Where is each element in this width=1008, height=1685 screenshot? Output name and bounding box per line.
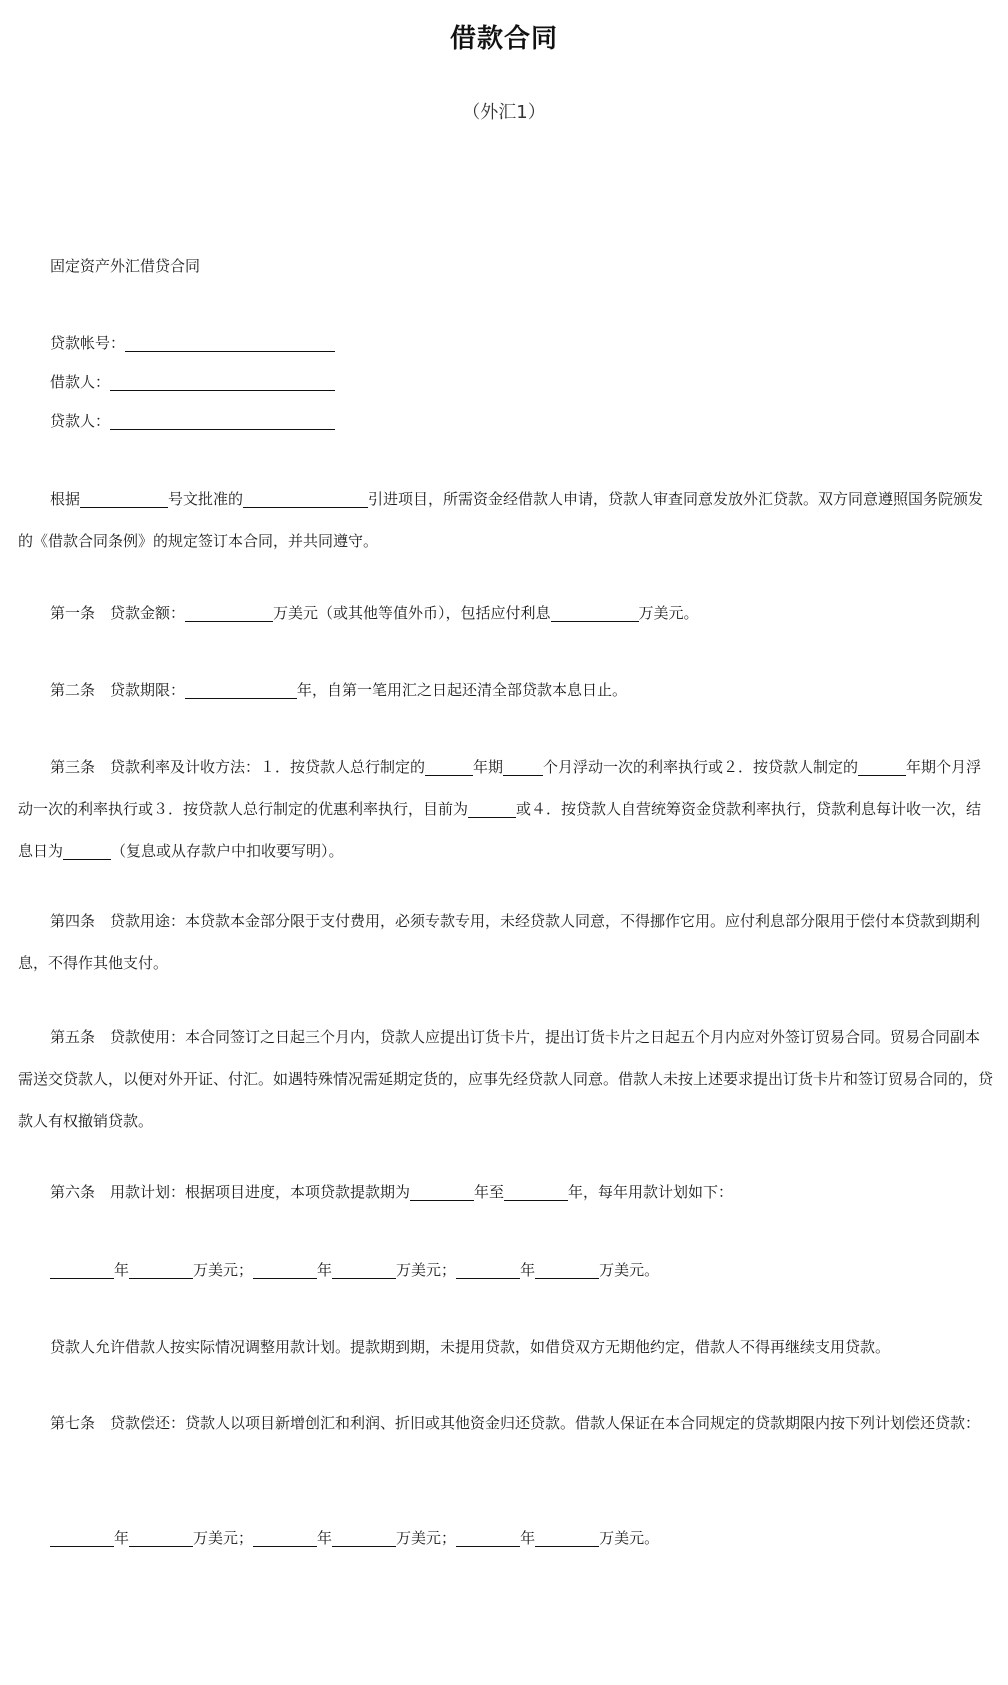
schedule-year-2: 年 <box>317 1261 333 1279</box>
borrower-blank <box>110 372 335 391</box>
repay-amount-blank-2 <box>332 1528 396 1547</box>
document-subtitle: （外汇1） <box>462 102 546 123</box>
account-field <box>18 323 1008 363</box>
schedule-amount-blank-3 <box>535 1260 599 1279</box>
preamble-text-2: 号文批准的 <box>168 490 244 508</box>
schedule-year-blank-1 <box>50 1260 114 1279</box>
article-6-text-c: 年，每年用款计划如下： <box>568 1183 734 1201</box>
contract-heading-text: 固定资产外汇借贷合同 <box>50 257 201 275</box>
repay-amount-1: 万美元； <box>193 1529 254 1547</box>
article-6-text-b: 年至 <box>474 1183 505 1201</box>
article-1-blank-2 <box>551 603 639 622</box>
lender-blank <box>110 411 335 430</box>
lender-field <box>18 401 1008 441</box>
article-4-text: 第四条 贷款用途：本贷款本金部分限于支付费用，必须专款专用，未经贷款人同意，不得挪作它用。应付利息部分限用于偿付本贷款到期利息，不得作其他支付。 <box>18 912 981 972</box>
repay-year-blank-1 <box>50 1528 114 1547</box>
article-3-text-g: 计收一次，结息日为 <box>18 800 982 860</box>
schedule-year-1: 年 <box>114 1261 130 1279</box>
repay-amount-blank-3 <box>535 1528 599 1547</box>
article-4 <box>18 900 993 984</box>
schedule-year-3: 年 <box>520 1261 536 1279</box>
repay-amount-3: 万美元。 <box>599 1529 660 1547</box>
article-3-text-b: 年期 <box>473 758 504 776</box>
account-blank <box>125 333 335 352</box>
article-3-blank-4 <box>468 799 516 818</box>
schedule-amount-2: 万美元； <box>396 1261 457 1279</box>
article-2 <box>18 670 1008 710</box>
article-2-text-a: 第二条 贷款期限： <box>50 681 186 699</box>
article-3-text-h: （复息或从存款户中扣收要写明）。 <box>111 842 344 860</box>
article-6-blank-2 <box>504 1182 568 1201</box>
article-3-blank-3 <box>858 757 906 776</box>
borrower-label: 借款人： <box>50 373 111 391</box>
schedule-year-blank-3 <box>456 1260 520 1279</box>
usage-schedule <box>18 1250 1008 1290</box>
preamble-paragraph <box>18 478 993 562</box>
article-2-blank <box>185 680 297 699</box>
article-5-text: 第五条 贷款使用：本合同签订之日起三个月内，贷款人应提出订货卡片，提出订货卡片之日起五个月内应对外签订贸易合同。贸易合同副本需送交贷款人，以便对外开证、付汇。如遇特殊情况需延期定货的，应事先经贷款人同意。借款人未按上述要求提出订货卡片和签订贸易合同的，贷款人有权撤销贷款。 <box>18 1028 994 1130</box>
article-3-blank-1 <box>425 757 473 776</box>
article-1-text-b: 万美元（或其他等值外币），包括应付利息 <box>273 604 551 622</box>
schedule-amount-3: 万美元。 <box>599 1261 660 1279</box>
account-label: 贷款帐号： <box>50 334 126 352</box>
preamble-blank-2 <box>243 489 368 508</box>
article-2-text-b: 年，自第一笔用汇之日起还清全部贷款本息日止。 <box>297 681 628 699</box>
article-3-blank-2 <box>503 757 543 776</box>
article-3-text-e: 个月浮动一次的利率执行或３．按贷款人总行制定的优惠利率执行，目前为 <box>18 758 982 818</box>
schedule-amount-blank-2 <box>332 1260 396 1279</box>
preamble-text-1: 根据 <box>50 490 81 508</box>
article-3-text-a: 第三条 贷款利率及计收方法：１．按贷款人总行制定的 <box>50 758 426 776</box>
article-6-blank-1 <box>410 1182 474 1201</box>
article-7-text: 第七条 贷款偿还：贷款人以项目新增创汇和利润、折旧或其他资金归还贷款。借款人保证在本合同规定的贷款期限内按下列计划偿还贷款： <box>50 1414 981 1432</box>
article-5 <box>18 1016 993 1142</box>
contract-heading <box>18 246 1008 286</box>
repay-year-1: 年 <box>114 1529 130 1547</box>
repay-year-blank-3 <box>456 1528 520 1547</box>
schedule-amount-blank-1 <box>129 1260 193 1279</box>
schedule-year-blank-2 <box>253 1260 317 1279</box>
repayment-schedule <box>18 1518 1008 1558</box>
article-3-text-d: 年期 <box>906 758 937 776</box>
adjustment-note <box>18 1327 1008 1367</box>
lender-label: 贷款人： <box>50 412 111 430</box>
article-3-blank-5 <box>63 841 111 860</box>
article-1-text-c: 万美元。 <box>638 604 699 622</box>
article-6 <box>18 1172 1008 1212</box>
adjustment-note-text: 贷款人允许借款人按实际情况调整用款计划。提款期到期，未提用贷款，如借贷双方无期他约定，借款人不得再继续支用贷款。 <box>50 1338 891 1356</box>
repay-year-2: 年 <box>317 1529 333 1547</box>
repay-year-3: 年 <box>520 1529 536 1547</box>
article-3 <box>18 746 993 872</box>
document-title: 借款合同 <box>449 24 558 54</box>
article-6-text-a: 第六条 用款计划：根据项目进度，本项贷款提款期为 <box>50 1183 411 1201</box>
preamble-blank-1 <box>80 489 168 508</box>
article-1-blank-1 <box>185 603 273 622</box>
article-7 <box>18 1402 993 1444</box>
article-3-text-f: 或４．按贷款人自营统筹资金贷款利率执行，贷款利息每 <box>516 800 892 818</box>
repay-amount-2: 万美元； <box>396 1529 457 1547</box>
article-1 <box>18 593 1008 633</box>
borrower-field <box>18 362 1008 402</box>
repay-amount-blank-1 <box>129 1528 193 1547</box>
article-1-text-a: 第一条 贷款金额： <box>50 604 186 622</box>
article-3-text-c: 个月浮动一次的利率执行或２．按贷款人制定的 <box>543 758 859 776</box>
schedule-amount-1: 万美元； <box>193 1261 254 1279</box>
repay-year-blank-2 <box>253 1528 317 1547</box>
preamble-text-3: 引进项目，所需资金经借款人申请，贷款人审查同意发放外汇贷款。双方同意遵照国务院颁发的《借款合同条例》的规定签订本合同，并共同遵守。 <box>18 490 984 550</box>
